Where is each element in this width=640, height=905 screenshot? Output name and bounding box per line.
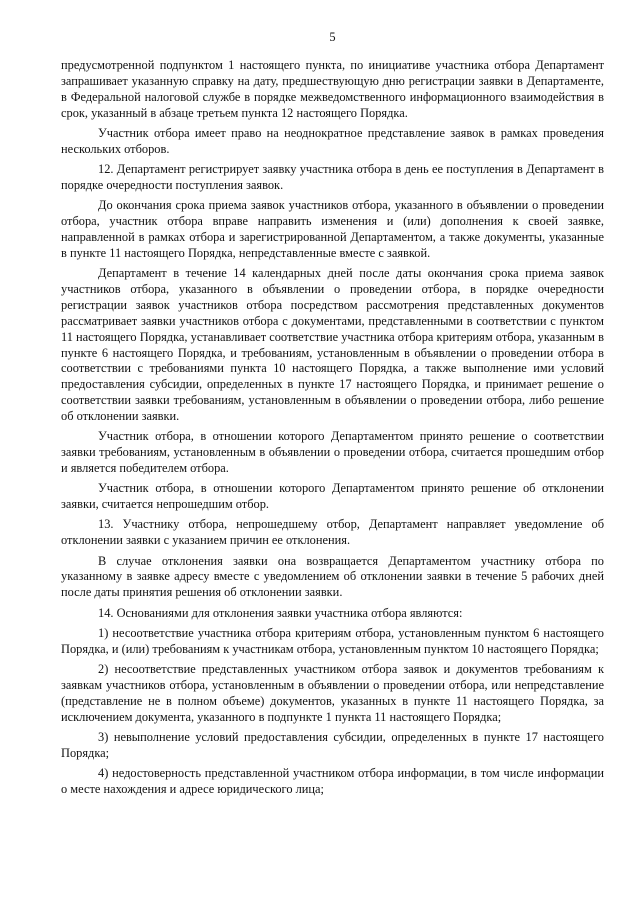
paragraph: Участник отбора имеет право на неоднократное представление заявок в рамках проведения нескольких отборов.: [61, 125, 604, 156]
paragraph: Департамент в течение 14 календарных дней после даты окончания срока приема заявок участников отбора, указанного в объявлении о проведении отбора, в порядке очередности регистрации заявок участников отбора посредством рассмотрения представленных документов рассматривает заявки участников отбора с документами, представленными в соответствии с пунктом 11 настоящего Порядка, устанавливает соответствие участника отбора критериям отбора, указанным в пункте 6 настоящего Порядка, и требованиям, установленным в объявлении о проведении отбора в соответствии с требованиями пункта 10 настоящего Порядка, а также выполнение ими условий предоставления субсидии, определенных в пункте 17 настоящего Порядка, и принимает решение о соответствии заявки требованиям, установленным в объявлении о проведении отбора, либо решение об отклонении заявки.: [61, 265, 604, 424]
paragraph: 14. Основаниями для отклонения заявки участника отбора являются:: [98, 605, 463, 620]
paragraph: 2) несоответствие представленных участником отбора заявок и документов требованиям к заявкам участников отбора, установленным в объявлении о проведении отбора, или непредставление (представление не в полном объеме) документов, указанных в пункте 11 настоящего Порядка, за исключением документа, указанного в подпункте 1 пункта 11 настоящего Порядка;: [61, 661, 604, 724]
page-number: 5: [329, 30, 336, 44]
paragraph: Участник отбора, в отношении которого Департаментом принято решение о соответствии заявки требованиям, установленным в объявлении о проведении отбора, считается прошедшим отбор и является победителем отбора.: [61, 429, 604, 476]
paragraph: 4) недостоверность представленной участником отбора информации, в том числе информации о месте нахождения и адресе юридического лица;: [61, 765, 604, 796]
paragraph: 12. Департамент регистрирует заявку участника отбора в день ее поступления в Департамент в порядке очередности поступления заявок.: [61, 161, 604, 192]
paragraph: предусмотренной подпунктом 1 настоящего пункта, по инициативе участника отбора Департамент запрашивает указанную справку на дату, предшествующую дню регистрации заявки в Департаменте, в Федеральной налоговой службе в порядке межведомственного информационного взаимодействия в срок, указанный в абзаце третьем пункта 12 настоящего Порядка.: [61, 57, 604, 120]
paragraph: В случае отклонения заявки она возвращается Департаментом участнику отбора по указанному в заявке адресу вместе с уведомлением об отклонении заявки в течение 5 рабочих дней после даты принятия решения об отклонении заявки.: [61, 553, 604, 600]
paragraph: 13. Участнику отбора, непрошедшему отбор, Департамент направляет уведомление об отклонении заявки с указанием причин ее отклонения.: [61, 517, 604, 548]
paragraph: До окончания срока приема заявок участников отбора, указанного в объявлении о проведении отбора, участник отбора вправе направить изменения и (или) дополнения к своей заявке, направленной в рамках отбора и зарегистрированной Департаментом, а также документы, указанные в пункте 11 настоящего Порядка, непредставленные вместе с заявкой.: [61, 198, 604, 260]
paragraph: 1) несоответствие участника отбора критериям отбора, установленным пунктом 6 настоящего Порядка, и (или) требованиям к участникам отбора, установленным пунктом 10 настоящего Порядка;: [61, 625, 604, 656]
document-body: [61, 58, 604, 798]
paragraph: Участник отбора, в отношении которого Департаментом принято решение об отклонении заявки, считается непрошедшим отбор.: [61, 481, 604, 512]
paragraph: 3) невыполнение условий предоставления субсидии, определенных в пункте 17 настоящего Порядка;: [61, 729, 604, 760]
